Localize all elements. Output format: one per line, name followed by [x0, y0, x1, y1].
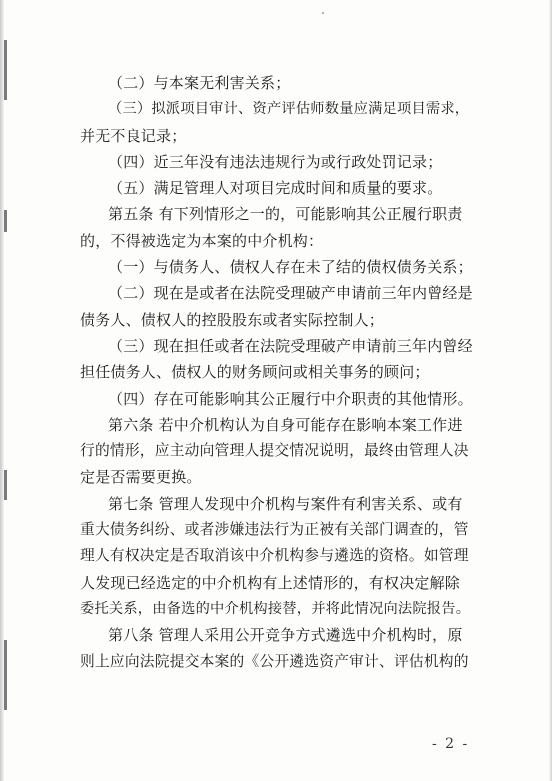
scan-mark [4, 470, 7, 500]
text-line: 委托关系，由备选的中介机构接替，并将此情况向法院报告。 [80, 600, 471, 617]
text-line: 定是否需要更换。 [80, 468, 202, 487]
text-line: （二）现在是或者在法院受理破产申请前三年内曾经是 [108, 284, 473, 303]
text-line: （二）与本案无利害关系； [108, 74, 291, 92]
text-line: 行的情形，应主动向管理人提交情况说明，最终由管理人决 [80, 442, 469, 460]
scan-mark [4, 210, 7, 232]
scan-mark [4, 40, 7, 100]
text-line: 重大债务纠纷、或者涉嫌违法行为正被有关部门调查的，管 [80, 521, 469, 539]
text-line: 理人有权决定是否取消该中介机构参与遴选的资格。如管理 [80, 547, 469, 565]
article-heading-line: 第八条 管理人采用公开竞争方式遴选中介机构时，原 [108, 626, 463, 645]
page-number: - 2 - [432, 736, 470, 752]
text-line: （四）存在可能影响其公正履行中介职责的其他情形。 [108, 389, 473, 408]
text-line: （一）与债务人、债权人存在未了结的债权债务关系； [108, 258, 473, 277]
text-line: （三）拟派项目审计、资产评估师数量应满足项目需求， [108, 101, 470, 118]
text-line: （五）满足管理人对项目完成时间和质量的要求。 [108, 179, 443, 198]
article-heading-line: 第七条 管理人发现中介机构与案件有利害关系、或有 [108, 494, 463, 513]
text-line: 并无不良记录； [80, 126, 187, 145]
scan-speck [322, 12, 324, 14]
text-line: 则上应向法院提交本案的《公开遴选资产审计、评估机构的 [80, 652, 469, 670]
text-line: （四）近三年没有违法违规行为或行政处罚记录； [108, 152, 443, 171]
text-line: 人发现已经选定的中介机构有上述情形的，有权决定解除 [80, 573, 461, 592]
article-heading-line: 第六条 若中介机构认为自身可能存在影响本案工作进 [108, 415, 463, 434]
article-heading-line: 第五条 有下列情形之一的，可能影响其公正履行职责 [108, 205, 463, 224]
text-line: 债务人、债权人的控股股东或者实际控制人； [80, 310, 385, 329]
scan-mark [4, 640, 7, 710]
text-line: 的，不得被选定为本案的中介机构： [80, 231, 324, 250]
document-body [80, 70, 472, 675]
text-line: 担任债务人、债权人的财务顾问或相关事务的顾问； [80, 363, 430, 382]
text-line: （三）现在担任或者在法院受理破产申请前三年内曾经 [108, 336, 473, 355]
